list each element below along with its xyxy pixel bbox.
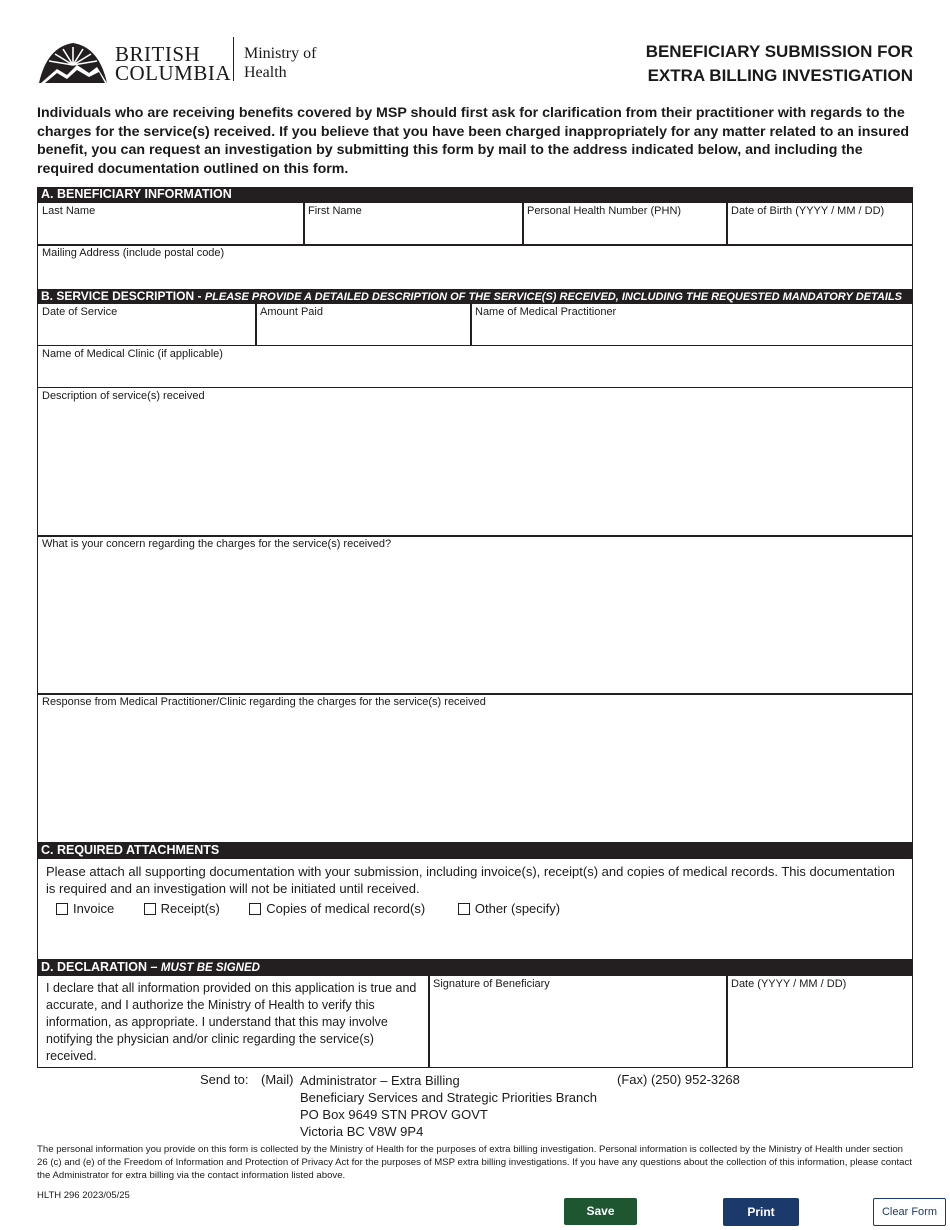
form-title-line-2: EXTRA BILLING INVESTIGATION — [647, 66, 913, 85]
clear-form-button[interactable]: Clear Form — [873, 1198, 946, 1226]
invoice-label: Invoice — [73, 901, 115, 916]
bc-sun-mountain-icon — [37, 37, 109, 85]
attachments-box — [37, 858, 913, 960]
section-c-heading: C. REQUIRED ATTACHMENTS — [37, 843, 913, 858]
mail-line-4: Victoria BC V8W 9P4 — [300, 1124, 424, 1139]
amount-paid-field[interactable] — [255, 303, 472, 346]
mail-line-1: Administrator – Extra Billing — [300, 1073, 460, 1088]
save-button[interactable]: Save — [564, 1198, 637, 1225]
checkbox-box[interactable] — [56, 903, 68, 915]
date-of-service-label: Date of Service — [42, 306, 118, 318]
section-d-heading-text: D. DECLARATION – — [41, 960, 158, 974]
ministry-line-2: Health — [244, 64, 287, 81]
practitioner-label: Name of Medical Practitioner — [475, 306, 617, 318]
declaration-date-field[interactable] — [726, 975, 913, 1068]
attachments-checkboxes — [46, 901, 904, 916]
medical-records-label: Copies of medical record(s) — [266, 901, 426, 916]
date-of-service-field[interactable] — [37, 303, 257, 346]
section-d-heading-italic: MUST BE SIGNED — [160, 962, 260, 974]
send-to-label: Send to: — [200, 1072, 249, 1087]
signature-field[interactable] — [428, 975, 728, 1068]
attachments-text: Please attach all supporting documentation with your submission, including invoice(s), receipt(s) and copies of medical records. This documentation is required and an investigation will not be initiated until received. — [46, 864, 895, 896]
other-checkbox[interactable] — [458, 901, 560, 916]
logo-line-columbia: COLUMBIA — [115, 61, 232, 85]
dob-label: Date of Birth (YYYY / MM / DD) — [731, 205, 885, 217]
mail-line-3: PO Box 9649 STN PROV GOVT — [300, 1107, 488, 1122]
fax-number: (Fax) (250) 952-3268 — [617, 1072, 740, 1087]
clinic-label: Name of Medical Clinic (if applicable) — [42, 348, 223, 360]
bc-logo — [37, 37, 327, 87]
response-field[interactable] — [37, 693, 913, 843]
section-b-heading — [37, 289, 913, 304]
receipts-checkbox[interactable] — [144, 901, 246, 916]
section-b-heading-text: B. SERVICE DESCRIPTION - — [41, 289, 202, 303]
description-field[interactable] — [37, 387, 913, 537]
intro-text: Individuals who are receiving benefits covered by MSP should first ask for clarification from their practitioner with regards to the charges for the service(s) received. If you believe that you have been charged inappropriately for any matter related to an insured benefit, you can request an investigation by submitting this form by mail to the address indicated below, and including the required documentation outlined on this form. — [37, 105, 910, 177]
checkbox-box[interactable] — [144, 903, 156, 915]
checkbox-box[interactable] — [458, 903, 470, 915]
invoice-checkbox[interactable] — [56, 901, 140, 916]
declaration-text: I declare that all information provided on this application is true and accurate, and I authorize the Ministry of Health to verify this information, as appropriate. I understand that this may involve notifying the physician and/or clinic regarding the service(s) received. — [46, 981, 417, 1063]
mailing-address-label: Mailing Address (include postal code) — [42, 247, 225, 259]
last-name-field[interactable] — [37, 202, 305, 246]
amount-paid-label: Amount Paid — [260, 306, 323, 318]
checkbox-box[interactable] — [249, 903, 261, 915]
other-label: Other (specify) — [474, 901, 561, 916]
medical-records-checkbox[interactable] — [249, 901, 454, 916]
dob-field[interactable] — [726, 202, 913, 246]
signature-label: Signature of Beneficiary — [433, 978, 550, 990]
declaration-box — [37, 975, 430, 1068]
first-name-label: First Name — [308, 205, 362, 217]
phn-label: Personal Health Number (PHN) — [527, 205, 682, 217]
section-a-heading: A. BENEFICIARY INFORMATION — [37, 187, 913, 202]
ministry-line-1: Ministry of — [244, 45, 317, 62]
phn-field[interactable] — [522, 202, 728, 246]
form-id: HLTH 296 2023/05/25 — [37, 1190, 130, 1201]
form-title — [646, 40, 913, 88]
logo-divider — [233, 37, 234, 81]
last-name-label: Last Name — [42, 205, 96, 217]
mail-line-2: Beneficiary Services and Strategic Priorities Branch — [300, 1090, 597, 1105]
mail-address — [300, 1072, 597, 1140]
clinic-field[interactable] — [37, 345, 913, 388]
print-button[interactable]: Print — [723, 1198, 799, 1226]
section-d-heading — [37, 960, 913, 975]
mailing-address-field[interactable] — [37, 244, 913, 290]
description-label: Description of service(s) received — [42, 390, 205, 402]
response-label: Response from Medical Practitioner/Clinic regarding the charges for the service(s) received — [42, 696, 486, 708]
privacy-notice: The personal information you provide on this form is collected by the Ministry of Health for the purposes of extra billing investigation. Personal information is collected by the Ministry of Health under section 26 (c) and (e) of the Freedom of Information and Protection of Privacy Act for the purposes of MSP extra billing investigations. If you have any questions about the collection of this information, please contact the Administrator for extra billing via the contact information listed above. — [37, 1144, 912, 1181]
receipts-label: Receipt(s) — [160, 901, 220, 916]
section-b-heading-italic: PLEASE PROVIDE A DETAILED DESCRIPTION OF THE SERVICE(S) RECEIVED, INCLUDING THE REQUESTED MANDATORY DETAILS — [204, 291, 902, 303]
declaration-date-label: Date (YYYY / MM / DD) — [731, 978, 847, 990]
logo-line-british: BRITISH — [115, 42, 201, 66]
concern-field[interactable] — [37, 535, 913, 695]
concern-label: What is your concern regarding the charges for the service(s) received? — [42, 538, 392, 550]
mail-label: (Mail) — [261, 1072, 294, 1087]
first-name-field[interactable] — [303, 202, 524, 246]
practitioner-field[interactable] — [470, 303, 913, 346]
form-title-line-1: BENEFICIARY SUBMISSION FOR — [645, 42, 913, 61]
